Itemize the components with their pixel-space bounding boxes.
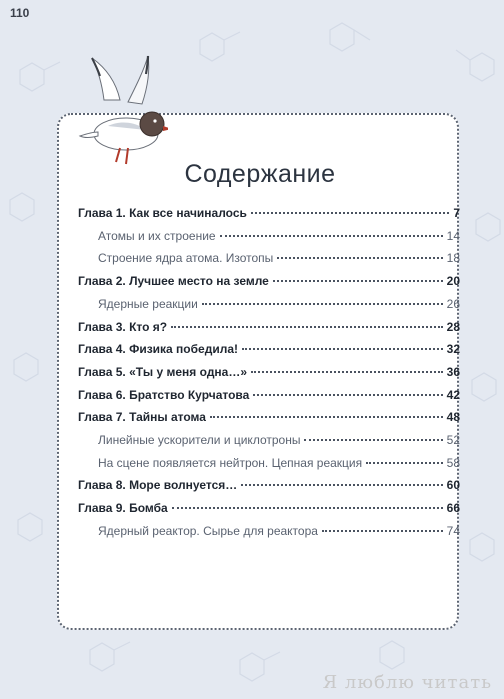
toc-entry-label: Строение ядра атома. Изотопы — [98, 251, 274, 266]
toc-entry-label: Глава 3. Кто я? — [78, 319, 168, 334]
dot-leader — [273, 280, 443, 282]
toc-entry-page: 74 — [446, 523, 460, 538]
toc-entry-label: Линейные ускорители и циклотроны — [98, 433, 301, 447]
dot-leader — [171, 326, 443, 328]
toc-entry-label: Глава 1. Как все начиналось — [78, 206, 247, 220]
toc-entry-label: Атомы и их строение — [98, 228, 216, 243]
dot-leader — [241, 484, 442, 486]
dot-leader — [366, 462, 443, 464]
dot-leader — [172, 507, 443, 509]
toc-entry-page: 60 — [446, 478, 460, 493]
toc-entry-label: Ядерный реактор. Сырье для реактора — [98, 523, 318, 538]
toc-entry-label: Глава 4. Физика победила! — [78, 342, 238, 357]
toc-entry-label: Глава 7. Тайны атома — [78, 410, 206, 425]
toc-entry-label: Глава 2. Лучшее место на земле — [78, 274, 269, 289]
toc-section-row[interactable] — [78, 251, 460, 271]
toc-entry-page: 26 — [446, 296, 460, 311]
toc-entry-page: 7 — [453, 206, 460, 220]
toc-entry-page: 66 — [446, 501, 460, 516]
dot-leader — [242, 348, 443, 350]
dot-leader — [210, 416, 443, 418]
dot-leader — [202, 303, 443, 305]
dot-leader — [220, 235, 443, 237]
toc-section-row[interactable] — [78, 456, 460, 476]
page-title: Содержание — [184, 160, 336, 188]
toc-entry-page: 52 — [446, 433, 460, 447]
toc-chapter-row[interactable] — [78, 388, 460, 408]
toc-entry-label: На сцене появляется нейтрон. Цепная реакция — [98, 455, 363, 470]
toc-entry-page: 48 — [446, 410, 460, 425]
dot-leader — [304, 439, 442, 441]
toc-chapter-row[interactable] — [78, 365, 460, 385]
dot-leader — [253, 394, 442, 396]
toc-chapter-row[interactable] — [78, 206, 460, 226]
toc-chapter-row[interactable] — [78, 478, 460, 498]
dot-leader — [251, 371, 443, 373]
page-number: 110 — [10, 6, 30, 20]
toc-chapter-row[interactable] — [78, 274, 460, 294]
toc-entry-page: 28 — [446, 319, 460, 334]
watermark: Я люблю читать — [322, 672, 492, 693]
toc-chapter-row[interactable] — [78, 410, 460, 430]
toc-chapter-row[interactable] — [78, 501, 460, 521]
toc-entry-page: 18 — [446, 251, 460, 266]
toc-entry-page: 14 — [446, 228, 460, 243]
toc-chapter-row[interactable] — [78, 320, 460, 340]
dot-leader — [322, 530, 443, 532]
dot-leader — [277, 257, 442, 259]
toc-section-row[interactable] — [78, 229, 460, 249]
seagull-icon — [68, 52, 168, 172]
dot-leader — [251, 212, 449, 214]
toc-entry-label: Глава 9. Бомба — [78, 501, 168, 516]
toc-entry-label: Глава 5. «Ты у меня одна…» — [78, 364, 248, 379]
toc-section-row[interactable] — [78, 524, 460, 544]
toc-section-row[interactable] — [78, 297, 460, 317]
toc-entry-page: 20 — [446, 274, 460, 289]
toc-chapter-row[interactable] — [78, 342, 460, 362]
toc-entry-label: Ядерные реакции — [98, 296, 198, 311]
toc-entry-page: 58 — [446, 455, 460, 470]
toc-entry-label: Глава 8. Море волнуется… — [78, 478, 238, 493]
toc-entry-page: 42 — [446, 387, 460, 402]
toc-section-row[interactable] — [78, 433, 460, 453]
toc-entry-label: Глава 6. Братство Курчатова — [78, 387, 250, 402]
toc-entry-page: 32 — [446, 342, 460, 357]
toc-entry-page: 36 — [446, 364, 460, 379]
